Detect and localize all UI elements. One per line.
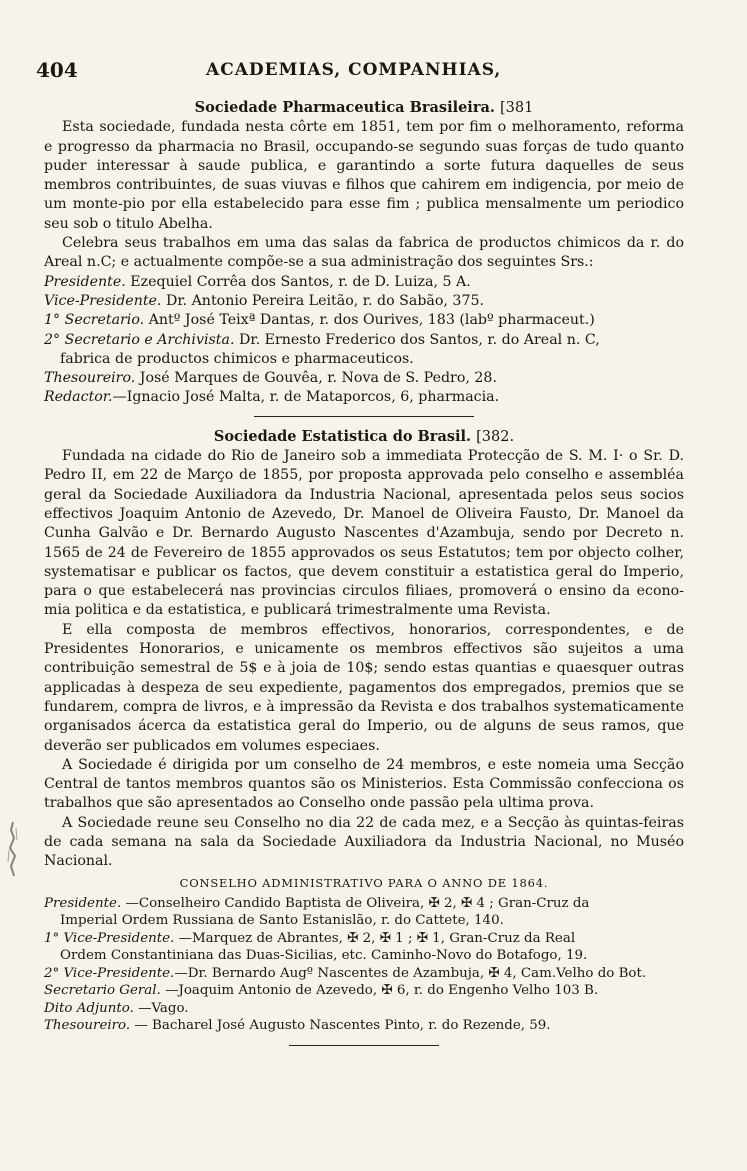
text-line: contribuição semestral de 5$ e à joia de 10$; sendo estas quantias e quaesquer [44,660,633,677]
text-line: Manoel de Oliveira Fausto, Dr. Manoel da Cunha Galvão e Dr. Bernardo [44,505,684,542]
council-text: —Dr. Bernardo Augº Nascentes de Azambuja, ✠ 4, Cam.Velho do Bot. [174,965,647,981]
text-line: futura daquelles de seus membros contribuintes, de suas viuvas e filhos que [44,157,685,194]
council-entry [44,930,684,948]
text-line: mia politica e da estatistica, e publicará trimestralmente uma Revista. [44,602,551,619]
text-line: Fundada na cidade do Rio de Janeiro sob a immediata Protecção de S. M. I· [62,448,624,465]
text-line: E ella composta de membros effectivos, honorarios, correspondentes, e de [62,621,684,638]
section-number: [382. [476,428,515,445]
council-role: Thesoureiro. [44,1018,131,1034]
text-line: Celebra seus trabalhos em uma das salas da fabrica de productos chimicos da r. [62,235,661,252]
council-text: —Conselheiro Candido Baptista de Oliveira, ✠ 2, ✠ 4 ; Gran-Cruz da [121,895,590,911]
officer-entry [44,331,684,350]
text-line: quintas-feiras de cada semana na sala da Sociedade Auxiliadora da Industria [44,814,684,850]
council-role: Presidente. [44,895,122,911]
text-line: Commissão confecciona os trabalhos que são apresentados ao Conselho onde [44,776,684,812]
council-role: Dito Adjunto. [44,1000,134,1016]
officer-text: fabrica de productos chimicos e pharmaceuticos. [60,350,414,367]
text-line: Esta sociedade, fundada nesta côrte em 1851, tem por fim o melhoramento, [62,119,621,136]
text-line: A Sociedade é dirigida por um conselho de 24 membros, e este nomeia [62,756,591,773]
officer-entry [44,311,684,330]
section-title-pharmaceutica [44,98,684,118]
council-text: Ordem Constantiniana das Duas-Sicilias, etc. Caminho-Novo do Botafogo, 19. [60,948,588,964]
officer-text: Dr. Ernesto Frederico dos Santos, r. do Areal n. C, [234,331,600,348]
text-line: passão pela ultima prova. [409,795,594,812]
text-line: A Sociedade reune seu Conselho no dia 22 de cada mez, e a Secção às [62,814,580,831]
text-line: o Sr. D. Pedro II, em 22 de Março de 1855, por proposta approvada pelo [44,448,684,484]
text-line: Nacional, no Muséo Nacional. [44,833,684,870]
council-text: —Marquez de Abrantes, ✠ 2, ✠ 1 ; ✠ 1, Gran-Cruz da Real [174,930,576,946]
council-role: Secretario Geral. [44,983,161,999]
page-number: 404 [36,58,78,82]
officer-text: Antº José Teixª Dantas, r. dos Ourives, 183 (labº pharmaceut.) [144,312,595,329]
section-title-text: Sociedade Estatistica do Brasil. [213,427,472,445]
officer-text: José Marques de Gouvêa, r. Nova de S. Pedro, 28. [135,370,497,387]
text-line: uma Secção Central de tantos membros quantos são os Ministerios. Esta [44,756,684,793]
text-line: forças de tudo quanto puder interessar à saude publica, e garantindo a sorte [44,138,684,174]
officer-text: Dr. Antonio Pereira Leitão, r. do Sabão, 375. [161,292,485,309]
council-entry [44,895,684,913]
officer-entry [44,273,684,292]
text-line: Augusto Nascentes d'Azambuja, sendo por Decreto n. 1565 de 24 de Fevereiro [44,525,685,561]
page-body [44,98,684,1056]
council-entry [44,1000,684,1018]
section-divider [254,416,474,417]
page-header [36,58,690,84]
end-divider [289,1045,439,1046]
text-line: ou de alguns de seus ramos, que deverão ser publicados em volumes especiaes. [44,718,684,754]
officer-role: Presidente. [44,273,126,290]
text-line: reforma e progresso da pharmacia no Brasil, occupando-se segundo suas [44,119,684,155]
estat-paragraph-2 [44,621,684,756]
officer-role: 1° Secretario. [44,312,145,329]
officer-text: —Ignacio José Malta, r. de Mataporcos, 6, pharmacia. [112,389,500,406]
text-line: outras applicadas à despeza de seu expediente, pagamentos dos empregados, [44,660,685,696]
council-list [44,895,684,1035]
officer-role: Redactor. [44,389,113,406]
text-line: de 1855 approvados os seus Estatutos; tem por objecto colher, systematisar e [44,544,685,580]
text-line: que estabelecerá nas provincias circulos filiaes, promoverá o ensino da econo- [98,583,684,600]
council-text: —Vago. [133,1000,189,1016]
text-line: trabalhos systematicamente organisados ácerca da estatistica geral do Imperio, [44,698,684,735]
running-title: ACADEMIAS, COMPANHIAS, [206,60,502,80]
pharma-paragraph-2 [44,234,684,273]
council-entry-continued [44,912,684,930]
council-text: Imperial Ordem Russiana de Santo Estanislão, r. do Cattete, 140. [60,913,504,929]
estat-paragraph-1 [44,447,684,621]
text-line: esse fim ; publica mensalmente um periodico seu sob o titulo Abelha. [44,196,685,232]
officer-role: 2° Secretario e Archivista. [44,331,235,348]
officer-role: Thesoureiro. [44,370,136,387]
section-title-text: Sociedade Pharmaceutica Brasileira. [194,99,495,116]
library-stamp-mark [6,820,20,878]
council-entry [44,982,684,1000]
council-text: —Joaquim Antonio de Azevedo, ✠ 6, r. do Engenho Velho 103 B. [160,983,599,999]
council-entry [44,1017,684,1035]
text-line: Presidentes Honorarios, e unicamente os membros effectivos são sujeitos a uma [44,641,684,658]
estat-paragraph-3 [44,756,684,814]
officer-entry [44,292,684,311]
pharma-paragraph-1 [44,118,684,234]
council-entry-continued [44,947,684,965]
council-text: — Bacharel José Augusto Nascentes Pinto, r. do Rezende, 59. [130,1018,551,1034]
officer-entry-continued [44,350,684,369]
officer-entry [44,388,684,407]
estat-paragraph-4 [44,814,684,872]
section-number: [381 [499,100,534,116]
council-role: 2° Vice-Presidente. [44,965,175,981]
officer-text: Ezequiel Corrêa dos Santos, r. de D. Luiza, 5 A. [125,273,471,290]
text-line: premios que se fundarem, compra de livros, e à impressão da Revista e dos [44,679,684,715]
council-heading: CONSELHO ADMINISTRATIVO PARA O ANNO DE 1864. [179,875,549,890]
text-line: publicar os factos, que devem constituir a estatistica geral do Imperio, para o [44,563,684,600]
section-title-estatistica [44,427,684,447]
text-line: cahirem em indigencia, por meio de um monte-pio por ella estabelecido para [44,177,684,213]
officer-role: Vice-Presidente. [44,292,162,309]
text-line: do Areal n.C; e actualmente compõe-se a sua administração dos seguintes Srs.: [44,235,684,271]
council-entry [44,965,684,983]
officer-entry [44,369,684,388]
text-line: apresentada pelos seus socios effectivos Joaquim Antonio de Azevedo, Dr. [44,486,685,522]
council-role: 1° Vice-Presidente. [44,930,175,946]
text-line: conselho e assembléa geral da Sociedade Auxiliadora da Industria Nacional, [44,467,684,503]
